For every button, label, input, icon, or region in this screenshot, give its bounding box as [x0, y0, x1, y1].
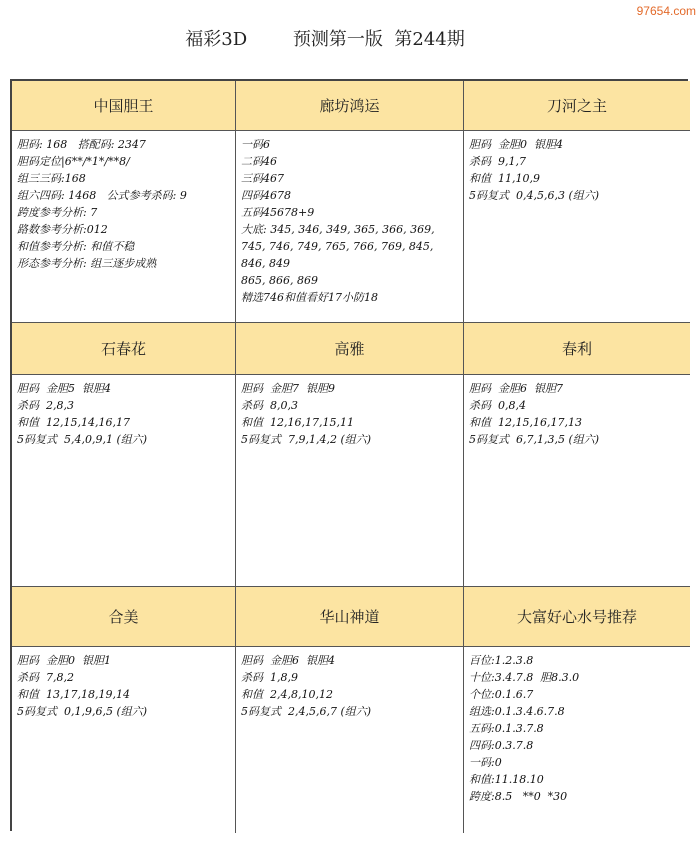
text-line: 百位:1.2.3.8: [469, 654, 534, 667]
watermark: 97654.com: [636, 4, 696, 18]
expert-body-5: [236, 375, 464, 587]
text-line: 跨度参考分析: 7: [17, 206, 98, 219]
text-line: 胆码 金胆5 银胆4: [17, 382, 111, 395]
text-line: 和值 11,10,9: [469, 172, 540, 185]
text-line: 胆码: 168 搭配码: 2347: [17, 138, 146, 151]
text-line: 和值 12,15,14,16,17: [17, 416, 130, 429]
text-line: 865, 866, 869: [241, 274, 318, 287]
text-line: 和值:11.18.10: [469, 773, 544, 786]
text-line: 杀码 7,8,2: [17, 671, 74, 684]
expert-header-2: 廊坊鸿运: [236, 81, 464, 131]
text-line: 5码复式 5,4,0,9,1 (组六): [17, 433, 148, 446]
expert-header-3: 刀河之主: [464, 81, 690, 131]
expert-header-5: 高雅: [236, 323, 464, 375]
page-title: 福彩3D 预测第一版 第244期: [185, 29, 465, 50]
text-line: 和值 13,17,18,19,14: [17, 688, 130, 701]
text-line: 一码6: [241, 138, 270, 151]
text-line: 个位:0.1.6.7: [469, 688, 534, 701]
text-line: 和值 12,15,16,17,13: [469, 416, 582, 429]
text-line: 形态参考分析: 组三逐步成熟: [17, 257, 157, 270]
text-line: 五码45678+9: [241, 206, 315, 219]
text-line: 四码:0.3.7.8: [469, 739, 534, 752]
expert-body-7: [12, 647, 236, 833]
text-line: 和值参考分析: 和值不稳: [17, 240, 135, 253]
text-line: 五码:0.1.3.7.8: [469, 722, 544, 735]
text-line: 组六四码: 1468 公式参考杀码: 9: [17, 189, 187, 202]
text-line: 5码复式 7,9,1,4,2 (组六): [241, 433, 372, 446]
text-line: 组三三码:168: [17, 172, 86, 185]
expert-body-3: [464, 131, 690, 323]
text-line: 杀码 1,8,9: [241, 671, 298, 684]
text-line: 组选:0.1.3.4.6.7.8: [469, 705, 565, 718]
text-line: 一码:0: [469, 756, 502, 769]
text-line: 十位:3.4.7.8 胆8.3.0: [469, 671, 580, 684]
text-line: 杀码 2,8,3: [17, 399, 74, 412]
expert-header-9: 大富好心水号推荐: [464, 587, 690, 647]
expert-body-9: [464, 647, 690, 833]
text-line: 5码复式 2,4,5,6,7 (组六): [241, 705, 372, 718]
text-line: 5码复式 0,1,9,6,5 (组六): [17, 705, 148, 718]
text-line: 胆码 金胆0 银胆1: [17, 654, 111, 667]
text-line: 精选746和值看好17小防18: [241, 291, 378, 304]
text-line: 大底: 345, 346, 349, 365, 366, 369, 745, 746, 749, 765, 766, 769, 845, 846, 849: [241, 223, 435, 270]
text-line: 胆码 金胆7 银胆9: [241, 382, 335, 395]
text-line: 胆码定位|6**/*1*/**8/: [17, 155, 130, 168]
text-line: 和值 2,4,8,10,12: [241, 688, 333, 701]
text-line: 胆码 金胆6 银胆4: [241, 654, 335, 667]
text-line: 胆码 金胆0 银胆4: [469, 138, 563, 151]
expert-header-1: 中国胆王: [12, 81, 236, 131]
prediction-table: [10, 79, 688, 831]
text-line: 5码复式 0,4,5,6,3 (组六): [469, 189, 600, 202]
text-line: 二码46: [241, 155, 277, 168]
expert-body-2: [236, 131, 464, 323]
expert-header-7: 合美: [12, 587, 236, 647]
expert-body-4: [12, 375, 236, 587]
text-line: 跨度:8.5 **0 *30: [469, 790, 568, 803]
expert-header-8: 华山神道: [236, 587, 464, 647]
expert-body-6: [464, 375, 690, 587]
text-line: 和值 12,16,17,15,11: [241, 416, 354, 429]
text-line: 5码复式 6,7,1,3,5 (组六): [469, 433, 600, 446]
text-line: 胆码 金胆6 银胆7: [469, 382, 563, 395]
text-line: 杀码 9,1,7: [469, 155, 526, 168]
text-line: 路数参考分析:012: [17, 223, 108, 236]
expert-header-4: 石春花: [12, 323, 236, 375]
expert-body-1: [12, 131, 236, 323]
text-line: 三码467: [241, 172, 284, 185]
text-line: 杀码 0,8,4: [469, 399, 526, 412]
text-line: 杀码 8,0,3: [241, 399, 298, 412]
expert-header-6: 春利: [464, 323, 690, 375]
text-line: 四码4678: [241, 189, 291, 202]
expert-body-8: [236, 647, 464, 833]
